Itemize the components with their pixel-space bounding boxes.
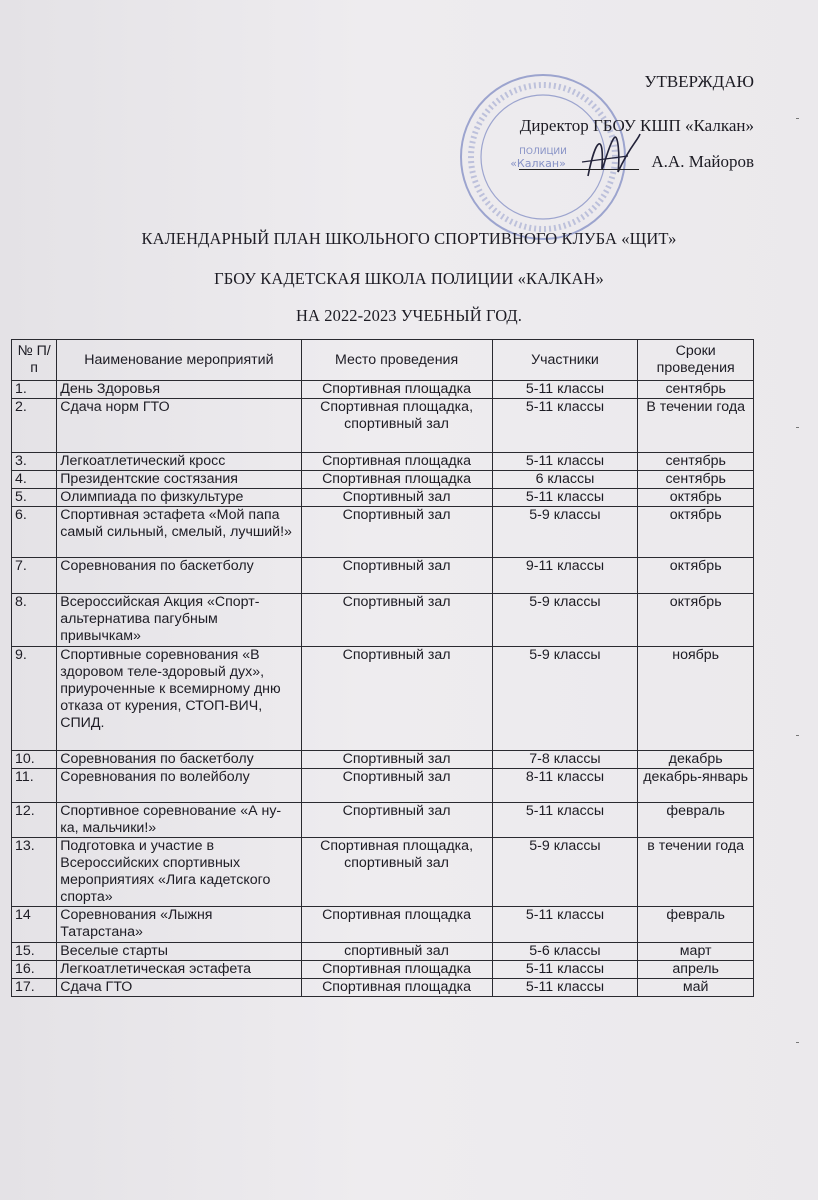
stamp-center-bottom: «Калкан» xyxy=(510,157,566,170)
cell-term: май xyxy=(638,979,754,997)
cell-participants: 5-11 классы xyxy=(492,961,638,979)
cell-event-name: Подготовка и участие в Всероссийских спортивных мероприятиях «Лига кадетского спорта» xyxy=(57,838,301,907)
cell-number: 15. xyxy=(12,943,57,961)
cell-place: Спортивный зал xyxy=(301,507,492,558)
table-row xyxy=(12,594,754,647)
cell-place: Спортивная площадка, спортивный зал xyxy=(301,399,492,453)
cell-participants: 5-9 классы xyxy=(492,594,638,647)
cell-term: сентябрь xyxy=(638,471,754,489)
table-row xyxy=(12,769,754,803)
cell-term: октябрь xyxy=(638,507,754,558)
scan-speck xyxy=(796,1042,799,1043)
scan-speck xyxy=(796,118,799,119)
table-row xyxy=(12,751,754,769)
table-row xyxy=(12,907,754,943)
cell-term: в течении года xyxy=(638,838,754,907)
table-row xyxy=(12,803,754,838)
cell-participants: 7-8 классы xyxy=(492,751,638,769)
cell-participants: 5-11 классы xyxy=(492,399,638,453)
cell-place: Спортивный зал xyxy=(301,769,492,803)
cell-number: 17. xyxy=(12,979,57,997)
cell-event-name: Всероссийская Акция «Спорт-альтернатива пагубным привычкам» xyxy=(57,594,301,647)
cell-participants: 5-11 классы xyxy=(492,979,638,997)
cell-participants: 9-11 классы xyxy=(492,558,638,594)
cell-participants: 6 классы xyxy=(492,471,638,489)
cell-event-name: Соревнования «Лыжня Татарстана» xyxy=(57,907,301,943)
cell-number: 14 xyxy=(12,907,57,943)
table-row xyxy=(12,647,754,751)
table-row xyxy=(12,979,754,997)
cell-number: 7. xyxy=(12,558,57,594)
cell-number: 2. xyxy=(12,399,57,453)
cell-event-name: Спортивная эстафета «Мой папа самый сильный, смелый, лучший!» xyxy=(57,507,301,558)
cell-participants: 5-6 классы xyxy=(492,943,638,961)
cell-number: 10. xyxy=(12,751,57,769)
cell-place: Спортивная площадка xyxy=(301,453,492,471)
header-number: № П/п xyxy=(12,340,57,381)
cell-event-name: Легкоатлетическая эстафета xyxy=(57,961,301,979)
cell-term: октябрь xyxy=(638,489,754,507)
signature-line xyxy=(519,152,639,170)
header-place: Место проведения xyxy=(301,340,492,381)
title-line-3: НА 2022-2023 УЧЕБНЫЙ ГОД. xyxy=(296,306,522,325)
table-row xyxy=(12,381,754,399)
cell-number: 3. xyxy=(12,453,57,471)
cell-term: сентябрь xyxy=(638,381,754,399)
cell-place: Спортивный зал xyxy=(301,489,492,507)
cell-place: Спортивная площадка xyxy=(301,381,492,399)
cell-place: спортивный зал xyxy=(301,943,492,961)
table-row xyxy=(12,961,754,979)
cell-participants: 5-11 классы xyxy=(492,803,638,838)
cell-participants: 5-11 классы xyxy=(492,907,638,943)
cell-number: 5. xyxy=(12,489,57,507)
director-name: А.А. Майоров xyxy=(651,152,754,171)
cell-event-name: Спортивные соревнования «В здоровом теле-здоровый дух», приуроченные к всемирному дню отказа от курения, СТОП-ВИЧ, СПИД. xyxy=(57,647,301,751)
cell-place: Спортивная площадка xyxy=(301,907,492,943)
cell-term: октябрь xyxy=(638,558,754,594)
cell-term: октябрь xyxy=(638,594,754,647)
title-line-1: КАЛЕНДАРНЫЙ ПЛАН ШКОЛЬНОГО СПОРТИВНОГО КЛУБА «ЩИТ» xyxy=(141,229,677,248)
cell-place: Спортивный зал xyxy=(301,751,492,769)
table-row xyxy=(12,399,754,453)
cell-number: 1. xyxy=(12,381,57,399)
cell-participants: 8-11 классы xyxy=(492,769,638,803)
cell-number: 4. xyxy=(12,471,57,489)
cell-event-name: Сдача ГТО xyxy=(57,979,301,997)
title-line-2: ГБОУ КАДЕТСКАЯ ШКОЛА ПОЛИЦИИ «КАЛКАН» xyxy=(214,269,604,288)
header-event-name: Наименование мероприятий xyxy=(57,340,301,381)
scan-speck xyxy=(796,427,799,428)
cell-number: 8. xyxy=(12,594,57,647)
cell-place: Спортивный зал xyxy=(301,803,492,838)
cell-participants: 5-9 классы xyxy=(492,507,638,558)
cell-place: Спортивный зал xyxy=(301,558,492,594)
header-participants: Участники xyxy=(492,340,638,381)
cell-place: Спортивная площадка xyxy=(301,961,492,979)
cell-event-name: Президентские состязания xyxy=(57,471,301,489)
cell-number: 6. xyxy=(12,507,57,558)
cell-number: 11. xyxy=(12,769,57,803)
cell-term: апрель xyxy=(638,961,754,979)
cell-place: Спортивный зал xyxy=(301,594,492,647)
approve-word: УТВЕРЖДАЮ xyxy=(644,72,754,91)
table-row xyxy=(12,471,754,489)
cell-participants: 5-11 классы xyxy=(492,381,638,399)
cell-number: 13. xyxy=(12,838,57,907)
cell-place: Спортивная площадка xyxy=(301,979,492,997)
table-row xyxy=(12,838,754,907)
table-row xyxy=(12,489,754,507)
cell-term: ноябрь xyxy=(638,647,754,751)
cell-place: Спортивная площадка xyxy=(301,471,492,489)
director-position: Директор ГБОУ КШП «Калкан» xyxy=(519,116,754,135)
table-row xyxy=(12,943,754,961)
cell-term: февраль xyxy=(638,907,754,943)
cell-event-name: Соревнования по волейболу xyxy=(57,769,301,803)
cell-number: 9. xyxy=(12,647,57,751)
cell-term: сентябрь xyxy=(638,453,754,471)
cell-event-name: Соревнования по баскетболу xyxy=(57,751,301,769)
cell-event-name: Спортивное соревнование «А ну-ка, мальчики!» xyxy=(57,803,301,838)
scan-speck xyxy=(796,735,799,736)
cell-term: декабрь xyxy=(638,751,754,769)
cell-term: В течении года xyxy=(638,399,754,453)
table-row xyxy=(12,507,754,558)
cell-event-name: Легкоатлетический кросс xyxy=(57,453,301,471)
cell-participants: 5-11 классы xyxy=(492,489,638,507)
cell-event-name: Сдача норм ГТО xyxy=(57,399,301,453)
cell-event-name: День Здоровья xyxy=(57,381,301,399)
cell-number: 16. xyxy=(12,961,57,979)
table-row xyxy=(12,453,754,471)
cell-event-name: Веселые старты xyxy=(57,943,301,961)
cell-event-name: Олимпиада по физкультуре xyxy=(57,489,301,507)
cell-place: Спортивная площадка, спортивный зал xyxy=(301,838,492,907)
cell-event-name: Соревнования по баскетболу xyxy=(57,558,301,594)
cell-participants: 5-9 классы xyxy=(492,647,638,751)
table-header-row xyxy=(12,340,754,381)
cell-participants: 5-9 классы xyxy=(492,838,638,907)
stamp-center-top: ПОЛИЦИИ xyxy=(519,147,567,157)
header-terms: Сроки проведения xyxy=(638,340,754,381)
cell-term: март xyxy=(638,943,754,961)
events-table xyxy=(11,339,754,997)
cell-number: 12. xyxy=(12,803,57,838)
cell-term: февраль xyxy=(638,803,754,838)
cell-term: декабрь-январь xyxy=(638,769,754,803)
cell-participants: 5-11 классы xyxy=(492,453,638,471)
cell-place: Спортивный зал xyxy=(301,647,492,751)
table-row xyxy=(12,558,754,594)
